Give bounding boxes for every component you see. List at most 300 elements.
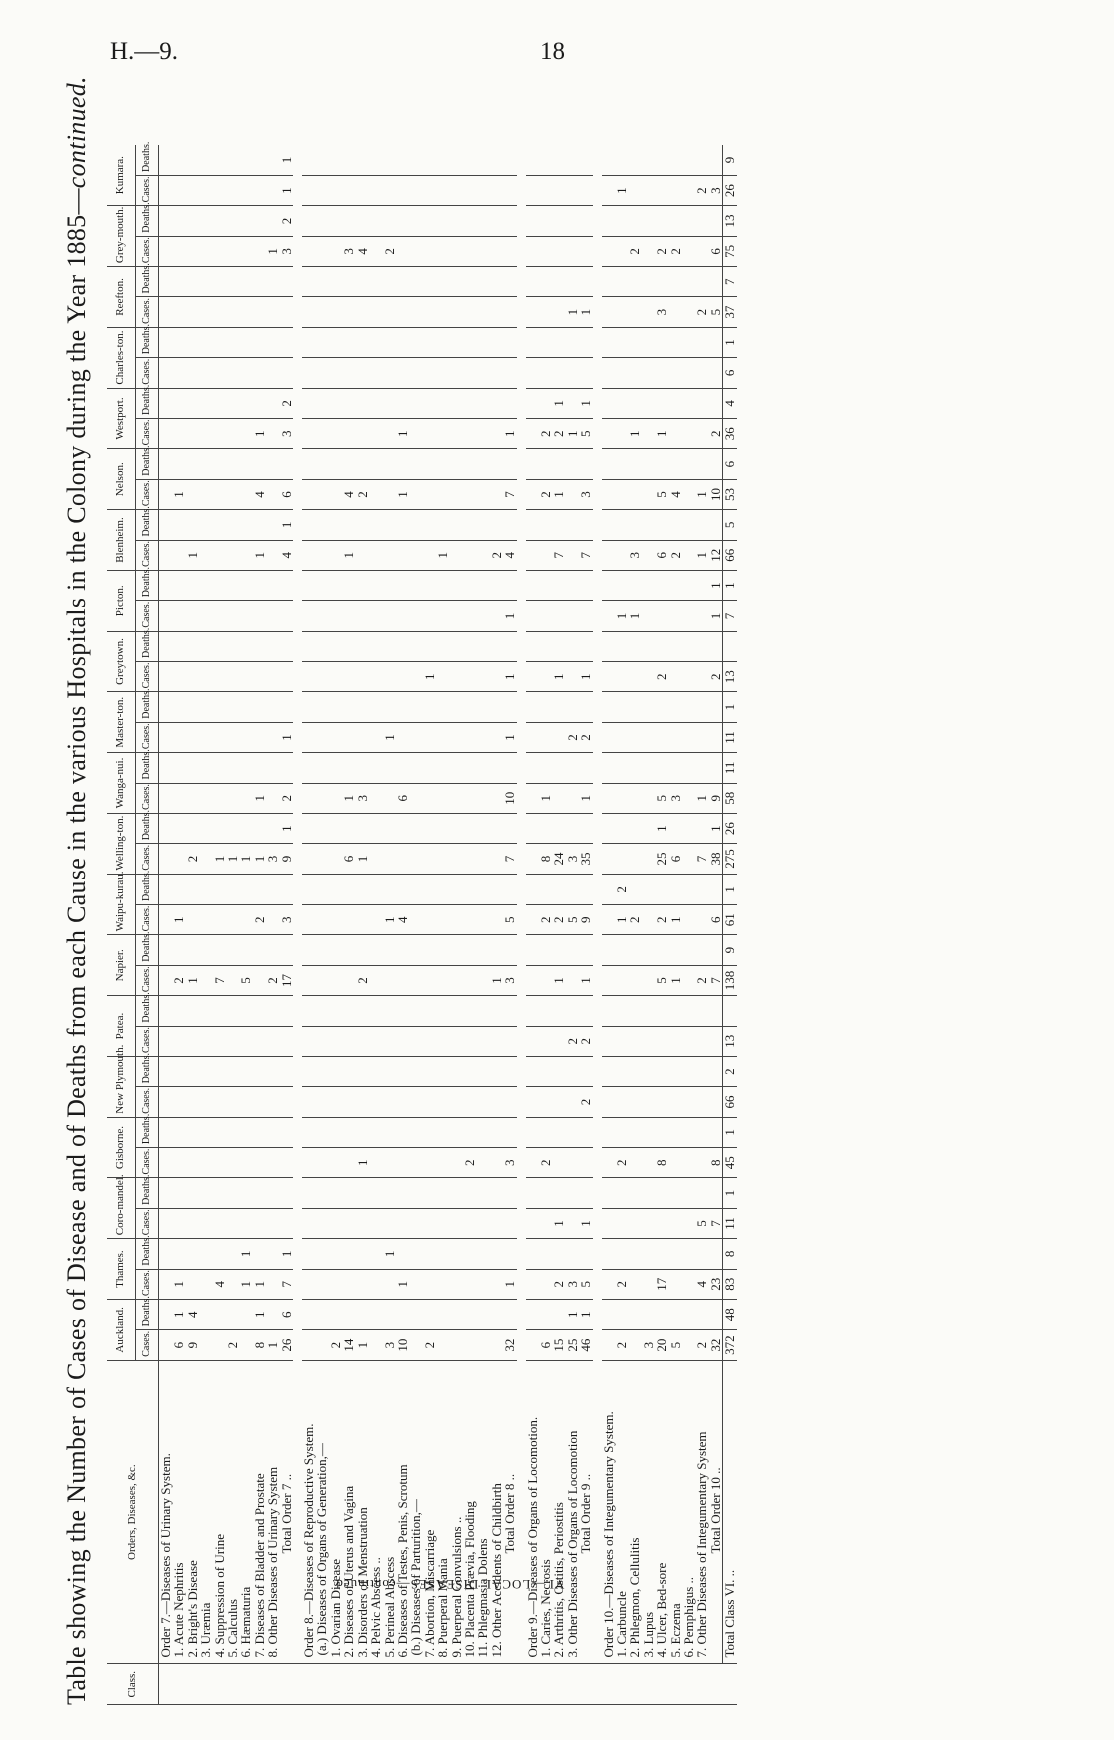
- deaths-cell: [280, 1117, 293, 1147]
- deaths-cell: [682, 570, 695, 600]
- cases-cell: 6: [709, 905, 723, 935]
- cases-cell: [566, 479, 579, 509]
- deaths-cell: [566, 388, 579, 418]
- cases-cell: 4: [503, 540, 516, 570]
- cases-cell: 1: [695, 479, 708, 509]
- orders-column-header: Orders, Diseases, &c.: [107, 1360, 159, 1664]
- deaths-cell: [356, 753, 369, 783]
- cases-cell: [450, 1208, 463, 1238]
- cases-cell: [159, 601, 173, 631]
- disease-label: 11. Phlegmasia Dolens: [475, 1538, 491, 1658]
- cases-cell: [526, 844, 539, 874]
- deaths-cell: [213, 1178, 226, 1208]
- deaths-cell: [682, 692, 695, 722]
- cases-cell: [369, 1148, 382, 1178]
- deaths-cell: [450, 570, 463, 600]
- deaths-cell: [409, 996, 422, 1026]
- deaths-cell: [356, 631, 369, 661]
- deaths-cell: [450, 935, 463, 965]
- cases-cell: [642, 175, 655, 205]
- deaths-cell: [396, 1178, 409, 1208]
- deaths-cell: [423, 388, 436, 418]
- deaths-cell: [172, 1239, 185, 1269]
- deaths-cell: [526, 1178, 539, 1208]
- cases-cell: [369, 419, 382, 449]
- cases-cell: [199, 236, 212, 266]
- deaths-cell: [615, 145, 628, 175]
- cases-cell: [199, 783, 212, 813]
- deaths-cell: [253, 935, 266, 965]
- cases-cell: [409, 1269, 422, 1299]
- cases-cell: [552, 1148, 565, 1178]
- deaths-cell: [552, 813, 565, 843]
- deaths-cell: [186, 813, 199, 843]
- cases-cell: [409, 236, 422, 266]
- deaths-cell: [579, 874, 592, 904]
- cases-cell: [695, 662, 708, 692]
- deaths-cell: [476, 935, 489, 965]
- deaths-cell: [253, 1117, 266, 1147]
- deaths-cell: [383, 206, 396, 236]
- cases-cell: [615, 1087, 628, 1117]
- deaths-cell: [566, 813, 579, 843]
- deaths-cell: [356, 813, 369, 843]
- cases-cell: 9: [579, 905, 592, 935]
- cases-cell: [436, 175, 449, 205]
- deaths-cell: [490, 327, 503, 357]
- cases-cell: [253, 175, 266, 205]
- deaths-cell: [615, 1056, 628, 1086]
- deaths-cell: [526, 206, 539, 236]
- cases-cell: [172, 540, 185, 570]
- deaths-cell: [369, 1056, 382, 1086]
- cases-cell: 1: [539, 783, 552, 813]
- cases-cell: 61: [723, 905, 737, 935]
- deaths-cell: [526, 1239, 539, 1269]
- cases-cell: [436, 844, 449, 874]
- cases-cell: [253, 1087, 266, 1117]
- cases-cell: 1: [628, 419, 641, 449]
- cases-cell: [476, 601, 489, 631]
- cases-cell: [199, 662, 212, 692]
- deaths-cell: [315, 570, 328, 600]
- deaths-cell: [436, 145, 449, 175]
- deaths-cell: [239, 753, 252, 783]
- deaths-cell: [602, 874, 615, 904]
- cases-cell: 1: [172, 479, 185, 509]
- deaths-cell: [383, 631, 396, 661]
- cases-cell: 1: [253, 540, 266, 570]
- cases-cell: [476, 722, 489, 752]
- cases-cell: 2: [552, 1269, 565, 1299]
- deaths-cell: [315, 874, 328, 904]
- cases-cell: [476, 540, 489, 570]
- deaths-cell: [199, 692, 212, 722]
- cases-cell: 5: [655, 479, 668, 509]
- cases-cell: [476, 844, 489, 874]
- total-label: Total Order 7 ..: [278, 1473, 294, 1554]
- cases-cell: [526, 783, 539, 813]
- cases-subheader: Cases.: [136, 236, 159, 266]
- cases-cell: 5: [655, 965, 668, 995]
- deaths-cell: [669, 449, 682, 479]
- cases-cell: [628, 1269, 641, 1299]
- deaths-cell: [695, 996, 708, 1026]
- deaths-cell: [302, 206, 315, 236]
- deaths-cell: [695, 813, 708, 843]
- cases-cell: [199, 965, 212, 995]
- deaths-cell: [172, 206, 185, 236]
- deaths-cell: [226, 570, 239, 600]
- deaths-cell: [655, 753, 668, 783]
- cases-cell: [476, 905, 489, 935]
- deaths-cell: [628, 1056, 641, 1086]
- deaths-cell: [409, 206, 422, 236]
- deaths-cell: [423, 449, 436, 479]
- cases-cell: [253, 1208, 266, 1238]
- deaths-cell: [526, 1056, 539, 1086]
- deaths-cell: [226, 206, 239, 236]
- cases-cell: [159, 358, 173, 388]
- cases-cell: [342, 1087, 355, 1117]
- deaths-cell: [615, 1117, 628, 1147]
- cases-cell: [226, 1269, 239, 1299]
- deaths-cell: [615, 996, 628, 1026]
- cases-cell: [329, 236, 342, 266]
- cases-cell: 13: [723, 662, 737, 692]
- deaths-cell: [329, 996, 342, 1026]
- deaths-cell: [655, 1117, 668, 1147]
- cases-cell: [579, 601, 592, 631]
- cases-cell: [369, 1330, 382, 1360]
- disease-label: 1. Ovarian Disease: [327, 1558, 343, 1658]
- deaths-cell: [669, 1239, 682, 1269]
- cases-cell: [628, 479, 641, 509]
- cases-cell: [450, 722, 463, 752]
- deaths-cell: [213, 1239, 226, 1269]
- deaths-cell: [450, 1239, 463, 1269]
- cases-cell: [423, 905, 436, 935]
- cases-cell: 6: [669, 844, 682, 874]
- deaths-cell: [186, 510, 199, 540]
- cases-cell: [383, 540, 396, 570]
- deaths-cell: [655, 1056, 668, 1086]
- cases-cell: 6: [396, 783, 409, 813]
- cases-cell: [213, 1330, 226, 1360]
- deaths-cell: [539, 570, 552, 600]
- deaths-cell: [409, 327, 422, 357]
- class-label: VI.—LOCAL DISEASES—continued.: [331, 1577, 565, 1593]
- cases-cell: [642, 601, 655, 631]
- deaths-cell: [450, 996, 463, 1026]
- cases-cell: [226, 358, 239, 388]
- deaths-cell: [253, 206, 266, 236]
- cases-cell: [302, 1269, 315, 1299]
- cases-cell: [266, 1208, 279, 1238]
- deaths-cell: [266, 996, 279, 1026]
- deaths-cell: [695, 510, 708, 540]
- table-row: [383, 145, 396, 1705]
- deaths-cell: [409, 753, 422, 783]
- cases-cell: [369, 844, 382, 874]
- deaths-cell: [655, 206, 668, 236]
- table-row: [655, 145, 668, 1705]
- deaths-cell: [280, 327, 293, 357]
- cases-cell: [329, 175, 342, 205]
- cases-cell: 4: [213, 1269, 226, 1299]
- deaths-cell: 48: [723, 1299, 737, 1329]
- deaths-subheader: Deaths.: [136, 874, 159, 904]
- cases-cell: [602, 844, 615, 874]
- cases-cell: 5: [709, 297, 723, 327]
- deaths-cell: [669, 327, 682, 357]
- cases-cell: [602, 1148, 615, 1178]
- deaths-cell: [186, 267, 199, 297]
- cases-cell: [628, 297, 641, 327]
- deaths-cell: [436, 935, 449, 965]
- cases-cell: [682, 1269, 695, 1299]
- deaths-cell: [655, 1178, 668, 1208]
- table-row: [602, 145, 615, 1705]
- deaths-cell: [409, 449, 422, 479]
- cases-cell: [266, 358, 279, 388]
- cases-cell: [383, 1208, 396, 1238]
- cases-cell: [213, 175, 226, 205]
- deaths-cell: [642, 996, 655, 1026]
- cases-cell: [682, 175, 695, 205]
- deaths-cell: [566, 1117, 579, 1147]
- deaths-cell: [226, 631, 239, 661]
- cases-cell: [239, 236, 252, 266]
- cases-cell: [450, 175, 463, 205]
- deaths-cell: [253, 996, 266, 1026]
- deaths-cell: [539, 1056, 552, 1086]
- cases-cell: [490, 1208, 503, 1238]
- deaths-cell: [199, 267, 212, 297]
- cases-cell: 1: [383, 905, 396, 935]
- cases-cell: [302, 1087, 315, 1117]
- cases-cell: [239, 1026, 252, 1056]
- cases-cell: [682, 844, 695, 874]
- cases-cell: [356, 1269, 369, 1299]
- deaths-cell: [302, 1117, 315, 1147]
- table-row: [490, 145, 503, 1705]
- deaths-cell: [213, 692, 226, 722]
- deaths-subheader: Deaths.: [136, 1056, 159, 1086]
- cases-cell: [436, 1208, 449, 1238]
- cases-cell: [436, 1148, 449, 1178]
- deaths-cell: [315, 510, 328, 540]
- cases-cell: [642, 1148, 655, 1178]
- deaths-cell: [552, 753, 565, 783]
- cases-cell: [159, 236, 173, 266]
- deaths-cell: [450, 145, 463, 175]
- cases-cell: [315, 1026, 328, 1056]
- cases-cell: 2: [579, 1026, 592, 1056]
- total-label: Total Order 9 ..: [578, 1473, 594, 1554]
- deaths-cell: [682, 631, 695, 661]
- cases-cell: [253, 601, 266, 631]
- deaths-cell: [302, 631, 315, 661]
- deaths-cell: [450, 267, 463, 297]
- cases-cell: [436, 1269, 449, 1299]
- cases-cell: [682, 601, 695, 631]
- deaths-cell: [239, 874, 252, 904]
- cases-cell: 2: [280, 783, 293, 813]
- cases-cell: 66: [723, 540, 737, 570]
- table-title: [52, 76, 102, 1705]
- cases-cell: [329, 905, 342, 935]
- deaths-cell: [615, 449, 628, 479]
- deaths-cell: [315, 1239, 328, 1269]
- deaths-cell: [342, 753, 355, 783]
- table-title-text: Table showing the Number of Cases of Disease and of Deaths from each Cause in the various Hospitals in the Colony during the Year 1885—: [62, 188, 91, 1705]
- cases-cell: [682, 783, 695, 813]
- deaths-cell: [369, 1239, 382, 1269]
- deaths-subheader: Deaths.: [136, 996, 159, 1026]
- cases-cell: 8: [253, 1330, 266, 1360]
- cases-cell: 1: [579, 662, 592, 692]
- cases-cell: [602, 1269, 615, 1299]
- deaths-cell: [280, 692, 293, 722]
- cases-cell: [669, 662, 682, 692]
- deaths-cell: [159, 1178, 173, 1208]
- deaths-cell: [669, 1178, 682, 1208]
- cases-cell: [503, 236, 516, 266]
- cases-cell: [526, 540, 539, 570]
- deaths-cell: [642, 449, 655, 479]
- cases-cell: [199, 175, 212, 205]
- cases-cell: [602, 479, 615, 509]
- cases-cell: 1: [266, 1330, 279, 1360]
- deaths-cell: [436, 692, 449, 722]
- cases-cell: [526, 905, 539, 935]
- cases-cell: [669, 297, 682, 327]
- deaths-cell: [436, 631, 449, 661]
- deaths-cell: [669, 145, 682, 175]
- table-row: [396, 145, 409, 1705]
- cases-cell: [682, 662, 695, 692]
- cases-cell: [566, 1208, 579, 1238]
- cases-cell: [642, 662, 655, 692]
- cases-cell: [396, 540, 409, 570]
- cases-cell: [476, 1148, 489, 1178]
- cases-cell: 1: [615, 905, 628, 935]
- hospital-header: Kumara.: [107, 145, 136, 206]
- deaths-cell: [186, 388, 199, 418]
- deaths-cell: [172, 327, 185, 357]
- deaths-cell: [566, 145, 579, 175]
- cases-cell: 1: [552, 965, 565, 995]
- cases-cell: [199, 722, 212, 752]
- deaths-cell: [463, 1239, 476, 1269]
- hospital-header: Waipu-kurau.: [107, 874, 136, 935]
- deaths-cell: [302, 813, 315, 843]
- cases-subheader: Cases.: [136, 175, 159, 205]
- deaths-cell: [655, 449, 668, 479]
- disease-label: 6. Hæmaturia: [238, 1586, 254, 1658]
- deaths-cell: [682, 1239, 695, 1269]
- cases-cell: [159, 1087, 173, 1117]
- cases-cell: [682, 1330, 695, 1360]
- cases-cell: [476, 175, 489, 205]
- deaths-cell: [463, 874, 476, 904]
- deaths-cell: [655, 996, 668, 1026]
- disease-label: 12. Other Accidents of Childbirth: [488, 1483, 504, 1658]
- disease-label: 8. Puerperal Mania: [435, 1558, 451, 1658]
- deaths-cell: [186, 327, 199, 357]
- cases-cell: [642, 1269, 655, 1299]
- cases-cell: [329, 601, 342, 631]
- cases-cell: 5: [655, 783, 668, 813]
- cases-cell: [226, 479, 239, 509]
- cases-cell: 1: [396, 479, 409, 509]
- cases-cell: [695, 1026, 708, 1056]
- cases-cell: 25: [566, 1330, 579, 1360]
- deaths-cell: [315, 267, 328, 297]
- table-row: [266, 145, 279, 1705]
- cases-cell: [159, 1208, 173, 1238]
- deaths-cell: [369, 935, 382, 965]
- deaths-cell: [329, 327, 342, 357]
- deaths-cell: [695, 1299, 708, 1329]
- cases-cell: [253, 965, 266, 995]
- cases-cell: [369, 1208, 382, 1238]
- deaths-cell: [253, 449, 266, 479]
- disease-label: 6. Diseases of Testes, Penis, Scrotum: [394, 1464, 410, 1658]
- cases-cell: 1: [266, 236, 279, 266]
- cases-cell: [476, 358, 489, 388]
- deaths-cell: [226, 145, 239, 175]
- cases-cell: [669, 1269, 682, 1299]
- deaths-subheader: Deaths.: [136, 935, 159, 965]
- cases-cell: [539, 540, 552, 570]
- deaths-cell: [356, 327, 369, 357]
- cases-cell: [423, 1269, 436, 1299]
- cases-cell: [266, 479, 279, 509]
- cases-cell: [315, 419, 328, 449]
- table-row: [329, 145, 342, 1705]
- cases-cell: [602, 540, 615, 570]
- deaths-cell: [409, 267, 422, 297]
- cases-cell: [369, 1087, 382, 1117]
- cases-cell: 4: [356, 236, 369, 266]
- cases-cell: [159, 905, 173, 935]
- deaths-cell: [436, 267, 449, 297]
- deaths-cell: [199, 996, 212, 1026]
- cases-cell: [409, 1087, 422, 1117]
- cases-cell: 4: [253, 479, 266, 509]
- cases-cell: [476, 479, 489, 509]
- cases-cell: [302, 965, 315, 995]
- cases-cell: [642, 1026, 655, 1056]
- cases-cell: [315, 297, 328, 327]
- cases-cell: [315, 175, 328, 205]
- deaths-cell: [172, 813, 185, 843]
- cases-subheader: Cases.: [136, 297, 159, 327]
- deaths-cell: [383, 145, 396, 175]
- deaths-cell: [315, 1117, 328, 1147]
- deaths-cell: [315, 327, 328, 357]
- deaths-cell: [566, 996, 579, 1026]
- cases-cell: [239, 479, 252, 509]
- deaths-cell: [695, 753, 708, 783]
- cases-cell: [642, 479, 655, 509]
- deaths-cell: [709, 1178, 723, 1208]
- cases-cell: [356, 297, 369, 327]
- deaths-cell: [539, 388, 552, 418]
- disease-label: 2. Bright's Disease: [184, 1560, 200, 1658]
